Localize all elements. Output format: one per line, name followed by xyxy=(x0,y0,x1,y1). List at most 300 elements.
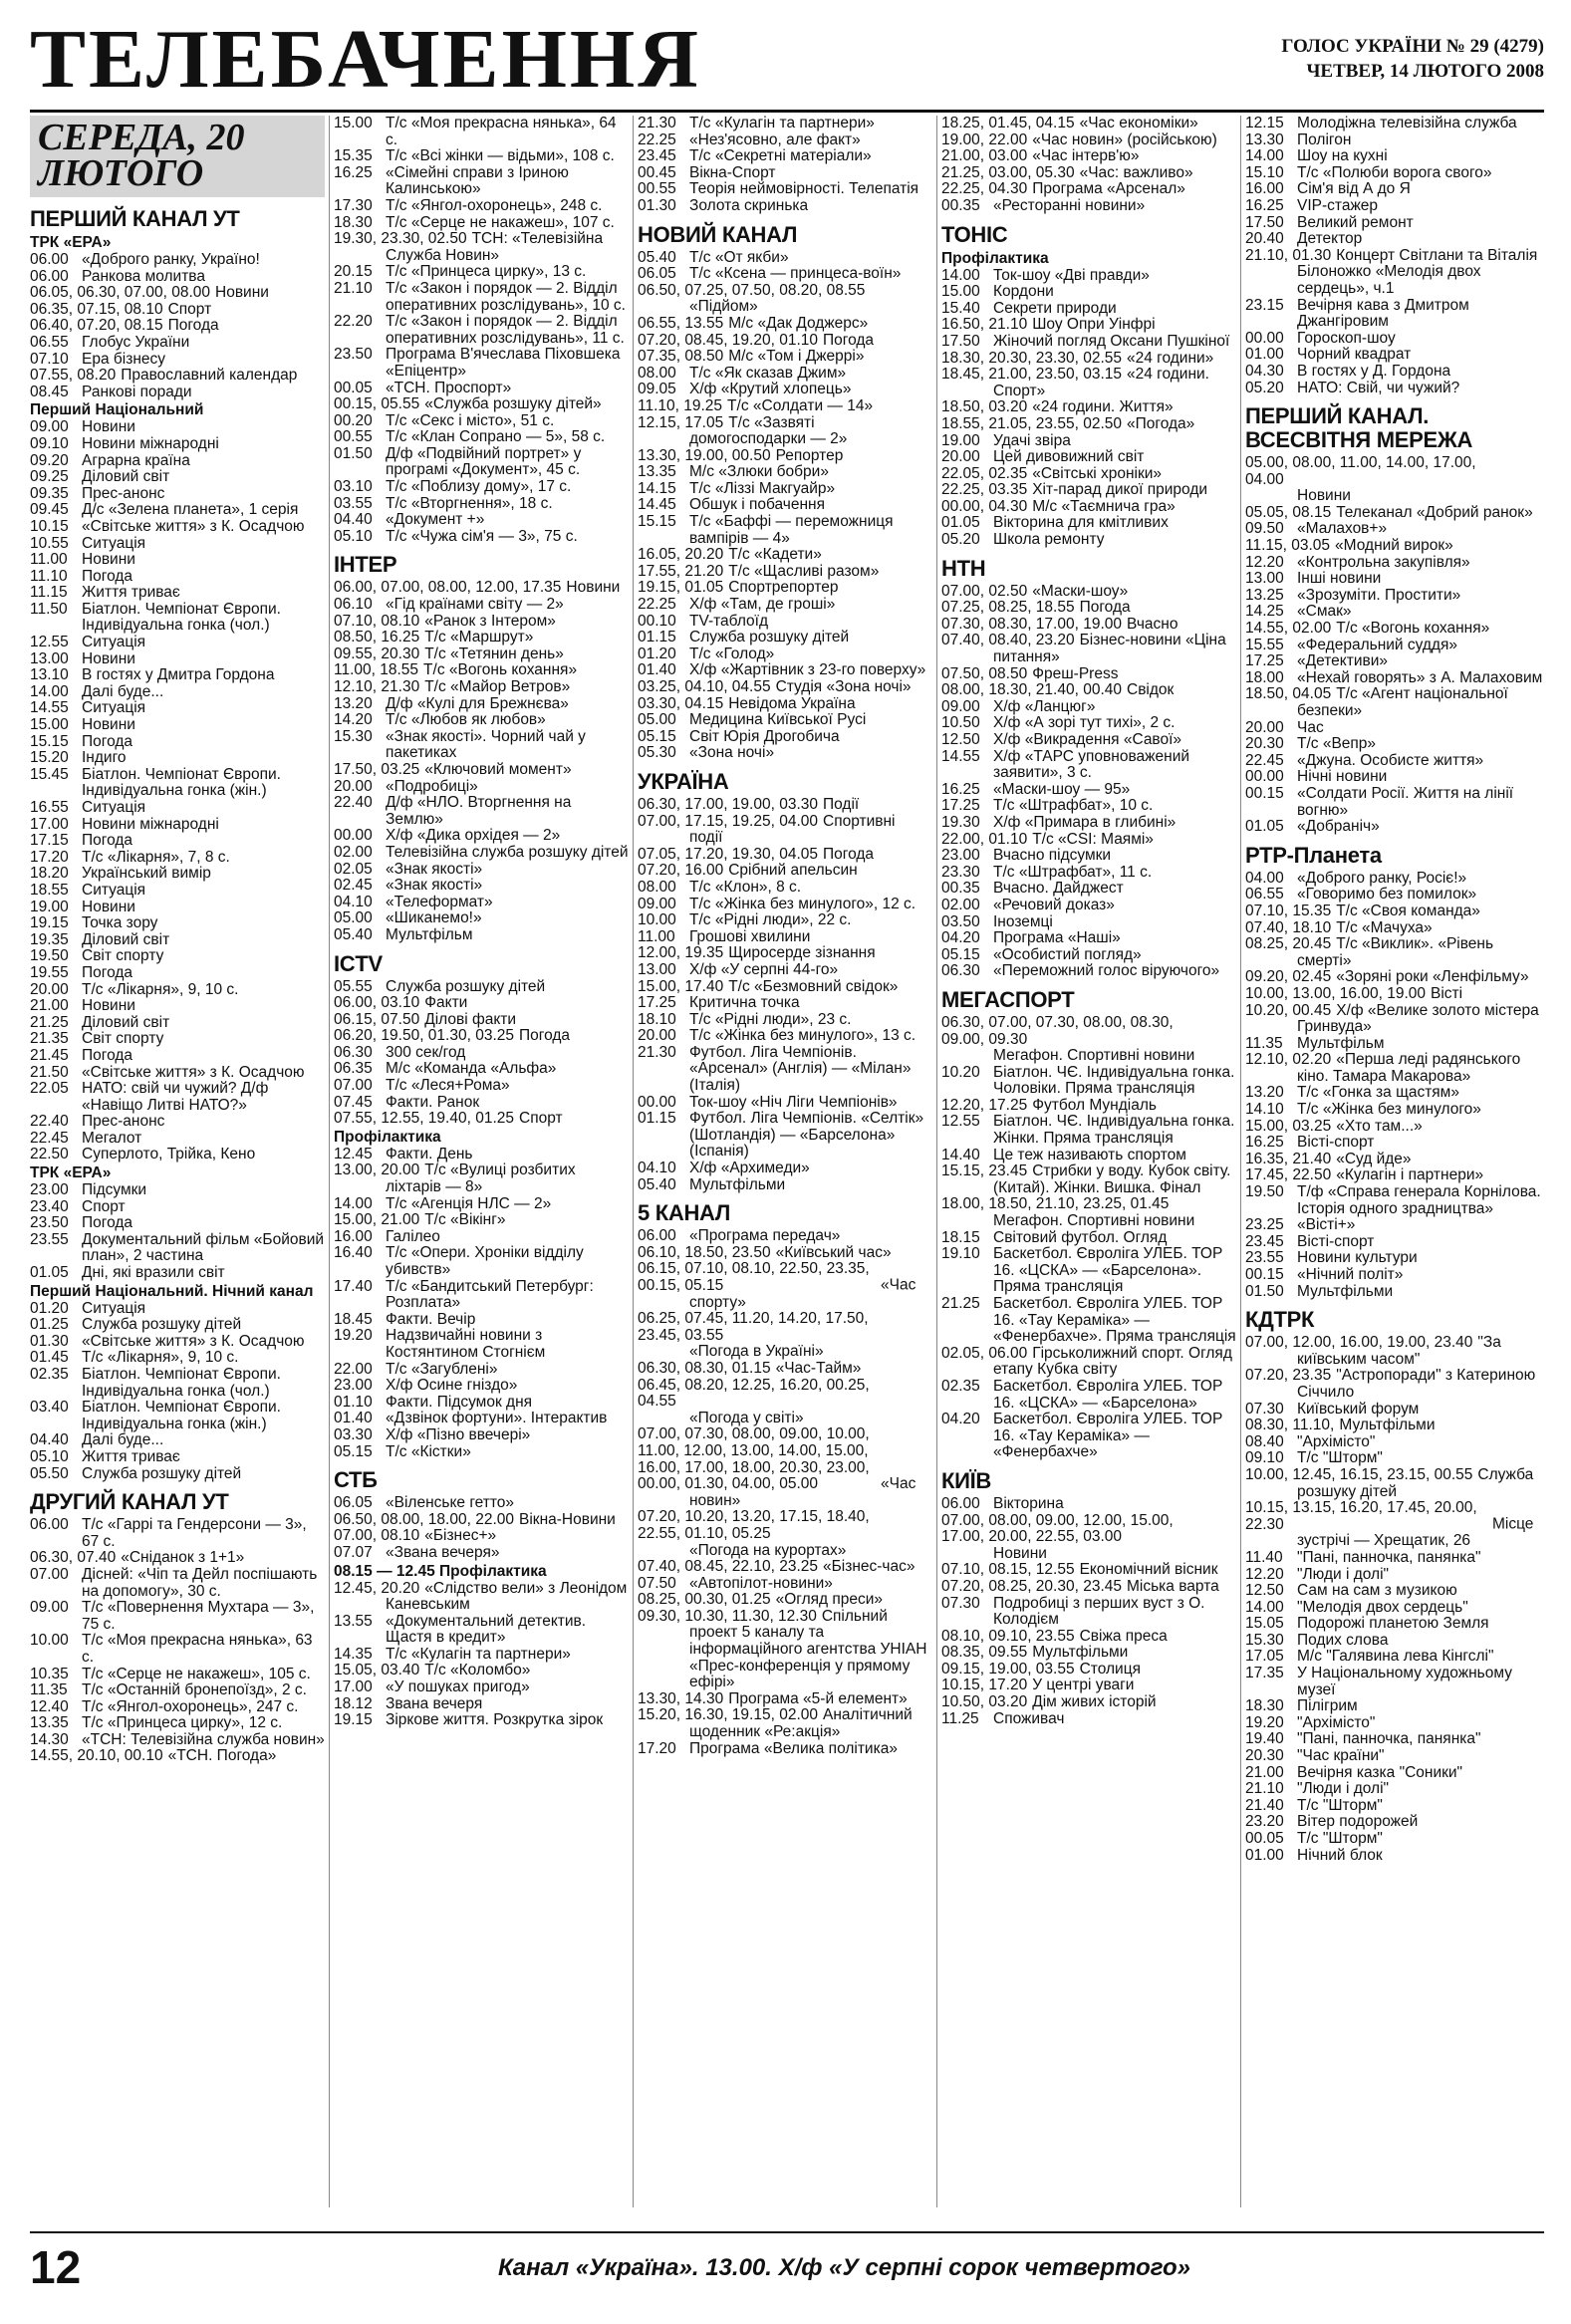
schedule-entry xyxy=(1245,1715,1544,1732)
entry-program: «Погода у світі» xyxy=(689,1409,804,1426)
schedule-entry xyxy=(638,1028,932,1045)
entry-program: Новини культури xyxy=(1297,1249,1418,1267)
schedule-entry xyxy=(1245,505,1544,522)
entry-program: Секрети природи xyxy=(993,299,1117,317)
entry-time: 23.15 xyxy=(1245,296,1284,314)
entry-time: 00.05 xyxy=(1245,1830,1284,1847)
entry-program: Новини xyxy=(993,1544,1047,1562)
entry-program: «Ключовий момент» xyxy=(424,760,572,778)
entry-time: 10.35 xyxy=(30,1665,69,1682)
entry-program: Індиго xyxy=(82,749,127,767)
schedule-entry xyxy=(1245,1831,1544,1848)
entry-time: 07.00, 07.30, 08.00, 09.00, 10.00, 11.00, 12.00, 13.00, 14.00, 15.00, 16.00, 17.00, 18.00, 20.30, 23.00, 00.00, 01.30, 04.00, 05.00 xyxy=(638,1425,870,1493)
schedule-entry xyxy=(334,381,629,397)
entry-program: Х/ф «Жартівник з 23-го поверху» xyxy=(689,661,926,679)
entry-time: 16.05, 20.20 xyxy=(638,546,724,564)
schedule-entry xyxy=(941,515,1236,532)
schedule-entry xyxy=(638,547,932,564)
entry-time: 05.15 xyxy=(941,945,980,963)
entry-program: Т/с «Вогонь кохання» xyxy=(423,661,578,679)
entry-program: Вчасно. Дайджест xyxy=(993,880,1124,898)
column-1 xyxy=(30,116,325,2207)
entry-program: «Київський час» xyxy=(775,1243,892,1261)
schedule-entry xyxy=(941,399,1236,416)
entry-program: Т/с "Шторм" xyxy=(1297,1796,1383,1814)
entry-time: 04.40 xyxy=(30,1431,69,1449)
entry-time: 06.05, 06.30, 07.00, 08.00 xyxy=(30,284,210,302)
entry-program: Баскетбол. Євроліга УЛЕБ. ТОР 16. «Тау Кераміка» — «Фенербахче» xyxy=(993,1411,1223,1461)
entry-program: Діловий світ xyxy=(82,468,170,486)
entry-time: 05.10 xyxy=(30,1447,69,1465)
entry-program: М/с «Том і Джеррі» xyxy=(728,348,865,366)
schedule-entry xyxy=(334,679,629,696)
schedule-entry xyxy=(30,651,325,668)
schedule-entry xyxy=(30,335,325,352)
entry-program: Т/с «Бандитський Петербург: Розплата» xyxy=(386,1277,594,1312)
schedule-entry xyxy=(941,633,1236,665)
schedule-entry xyxy=(941,1246,1236,1296)
entry-time: 07.30, 08.30, 17.00, 19.00 xyxy=(941,615,1122,633)
schedule-entry xyxy=(941,1694,1236,1711)
schedule-entry xyxy=(1245,1402,1544,1419)
schedule-entry xyxy=(334,413,629,430)
schedule-entry xyxy=(941,1629,1236,1646)
schedule-entry xyxy=(334,1545,629,1562)
entry-program: Іноземці xyxy=(993,912,1053,930)
channel-heading: РТР-Планета xyxy=(1245,842,1382,868)
schedule-columns xyxy=(30,116,1544,2207)
schedule-entry xyxy=(1245,1798,1544,1815)
schedule-entry xyxy=(334,1444,629,1461)
entry-program: Мультфільм xyxy=(1297,1034,1385,1052)
entry-program: Золота скринька xyxy=(689,196,809,214)
schedule-entry xyxy=(30,684,325,701)
entry-program: Т/с «Майор Ветров» xyxy=(424,678,571,695)
entry-time: 06.50, 07.25, 07.50, 08.20, 08.55 xyxy=(638,281,866,299)
entry-program: Т/с «Моя прекрасна нянька», 64 с. xyxy=(386,116,617,148)
entry-time: 15.15 xyxy=(30,732,69,750)
entry-program: «Кулагін і партнери» xyxy=(1336,1166,1484,1184)
entry-time: 19.00 xyxy=(30,898,69,915)
issue-date: ЧЕТВЕР, 14 ЛЮТОГО 2008 xyxy=(1306,61,1544,82)
column-divider xyxy=(329,116,330,2207)
entry-time: 12.45 xyxy=(334,1145,373,1162)
entry-time: 04.10 xyxy=(334,893,373,910)
entry-program: Життя триває xyxy=(82,1447,180,1465)
entry-time: 18.30, 20.30, 23.30, 02.55 xyxy=(941,349,1122,367)
entry-program: Грошові хвилини xyxy=(689,927,811,945)
column-divider xyxy=(633,116,634,2207)
channel-heading: ДРУГИЙ КАНАЛ УТ xyxy=(30,1489,229,1515)
entry-time: 14.45 xyxy=(638,496,676,514)
entry-time: 17.50 xyxy=(1245,213,1284,231)
schedule-entry xyxy=(334,198,629,215)
entry-time: 18.20 xyxy=(30,865,69,883)
channel-heading: ПЕРШИЙ КАНАЛ. ВСЕСВІТНЯ МЕРЕЖА xyxy=(1245,403,1473,453)
entry-program: Спорт xyxy=(519,1110,563,1128)
entry-time: 10.00 xyxy=(30,1632,69,1650)
entry-time: 22.25, 04.30 xyxy=(941,180,1028,198)
day-banner: СЕРЕДА, 20 ЛЮТОГО xyxy=(30,116,325,197)
schedule-entry xyxy=(1245,1600,1544,1617)
entry-program: Час xyxy=(1297,718,1324,736)
schedule-entry xyxy=(30,883,325,900)
entry-time: 07.20, 16.00 xyxy=(638,862,724,880)
column-divider xyxy=(936,116,937,2207)
schedule-entry xyxy=(1245,736,1544,753)
entry-program: Ситуація xyxy=(82,534,146,552)
entry-time: 01.25 xyxy=(30,1316,69,1334)
entry-program: «Підйом» xyxy=(689,298,758,316)
entry-program: Мегалот xyxy=(82,1129,142,1147)
entry-program: «Смак» xyxy=(1297,603,1352,621)
entry-time: 01.30 xyxy=(30,1332,69,1350)
schedule-entry xyxy=(638,1245,932,1262)
entry-time: 16.35, 21.40 xyxy=(1245,1150,1332,1167)
schedule-entry xyxy=(638,1707,932,1740)
entry-time: 15.00, 03.25 xyxy=(1245,1117,1332,1135)
schedule-entry xyxy=(30,1317,325,1334)
entry-program: Новини xyxy=(566,579,621,597)
entry-program: НАТО: Свій, чи чужий? xyxy=(1297,379,1460,396)
schedule-entry xyxy=(638,382,932,398)
entry-time: 00.00, 04.30 xyxy=(941,497,1028,515)
entry-program: Інші новини xyxy=(1297,570,1382,588)
schedule-entry xyxy=(334,1411,629,1427)
entry-program: Х/ф «Крутий хлопець» xyxy=(689,381,852,398)
entry-program: Х/ф «Дика орхідея — 2» xyxy=(386,827,561,845)
entry-program: Критична точка xyxy=(689,994,800,1012)
entry-time: 09.35 xyxy=(30,484,69,502)
schedule-entry xyxy=(941,715,1236,732)
entry-time: 15.30 xyxy=(334,727,373,745)
entry-program: Прес-анонс xyxy=(82,484,165,502)
entry-time: 06.55, 13.55 xyxy=(638,314,724,332)
entry-time: 14.00 xyxy=(334,1194,373,1212)
schedule-subheading: Перший Національний xyxy=(30,401,204,419)
schedule-entry xyxy=(30,1748,325,1765)
entry-time: 07.30 xyxy=(1245,1400,1284,1418)
entry-time: 06.00 xyxy=(638,1227,676,1245)
schedule-entry xyxy=(941,317,1236,334)
entry-time: 19.35 xyxy=(30,930,69,948)
entry-time: 11.35 xyxy=(30,1681,68,1699)
schedule-entry xyxy=(334,895,629,911)
entry-time: 00.10 xyxy=(638,612,676,630)
issue-info xyxy=(1281,34,1544,84)
entry-program: В гостях у Д. Гордона xyxy=(1297,362,1451,380)
entry-program: Дісней: «Чіп та Дейл поспішають на допомогу», 30 с. xyxy=(82,1565,318,1600)
schedule-entry xyxy=(334,1663,629,1679)
schedule-entry xyxy=(30,717,325,734)
schedule-entry xyxy=(638,1361,932,1378)
entry-program: Далі буде... xyxy=(82,682,164,700)
entry-time: 22.40 xyxy=(30,1113,69,1131)
entry-program: Т/с «Клан Сопрано — 5», 58 с. xyxy=(386,428,606,446)
schedule-entry xyxy=(941,1296,1236,1346)
entry-program: «ТСН. Погода» xyxy=(167,1747,277,1765)
schedule-entry xyxy=(334,1362,629,1379)
entry-time: 10.20 xyxy=(941,1063,980,1081)
schedule-entry xyxy=(30,1667,325,1683)
schedule-entry xyxy=(30,866,325,883)
entry-program: Новини міжнародні xyxy=(82,815,219,833)
schedule-entry xyxy=(1245,1335,1544,1368)
schedule-entry xyxy=(941,1678,1236,1694)
entry-time: 14.10 xyxy=(1245,1101,1284,1119)
entry-program: Стрибки у воду. Кубок світу. (Китай). Жінки. Вишка. Фінал xyxy=(993,1162,1231,1196)
entry-program: Т/с «Штрафбат», 10 с. xyxy=(993,797,1154,815)
entry-time: 17.25 xyxy=(638,994,676,1012)
schedule-entry xyxy=(1245,1550,1544,1567)
entry-time: 14.35 xyxy=(334,1645,373,1663)
schedule-entry xyxy=(1245,248,1544,298)
entry-time: 07.00, 12.00, 16.00, 19.00, 23.40 xyxy=(1245,1334,1473,1352)
schedule-entry xyxy=(334,1147,629,1163)
entry-time: 00.05 xyxy=(334,379,373,396)
entry-time: 09.10 xyxy=(30,434,69,452)
entry-time: 12.55 xyxy=(941,1113,980,1131)
entry-program: Т/с «Моя прекрасна нянька», 63 с. xyxy=(82,1632,313,1666)
entry-time: 07.05, 17.20, 19.30, 04.05 xyxy=(638,845,818,863)
entry-time: 15.55 xyxy=(1245,636,1284,653)
entry-program: «Бізнес+» xyxy=(424,1527,497,1545)
entry-program: Факти. Підсумок дня xyxy=(386,1393,533,1411)
entry-program: Ситуація xyxy=(82,799,146,816)
schedule-entry xyxy=(334,1427,629,1444)
entry-time: 15.20, 16.30, 19.15, 02.00 xyxy=(638,1706,818,1724)
section-title: ТЕЛЕБАЧЕННЯ xyxy=(30,13,701,106)
entry-time: 22.20 xyxy=(334,313,373,331)
entry-time: 01.00 xyxy=(1245,1846,1284,1864)
schedule-entry xyxy=(334,779,629,796)
entry-time: 13.10 xyxy=(30,666,69,684)
schedule-entry xyxy=(334,630,629,646)
schedule-entry xyxy=(1245,1649,1544,1666)
entry-program: Ера бізнесу xyxy=(82,350,165,368)
entry-time: 16.25 xyxy=(1245,1134,1284,1152)
entry-time: 14.00 xyxy=(941,266,980,284)
entry-time: 05.10 xyxy=(334,527,373,545)
entry-time: 17.30 xyxy=(334,196,373,214)
entry-time: 06.15, 07.10, 08.10, 22.50, 23.35, 00.15, 05.15 xyxy=(638,1260,870,1294)
entry-program: Школа ремонту xyxy=(993,531,1105,549)
entry-time: 07.10, 08.10 xyxy=(334,612,420,630)
entry-program: Ділові факти xyxy=(424,1010,517,1028)
entry-program: Т/с «Коломбо» xyxy=(424,1662,531,1679)
entry-time: 19.55 xyxy=(30,963,69,981)
entry-program: Біатлон. Чемпіонат Європи. Індивідуальна гонка (жін.) xyxy=(82,765,281,800)
entry-program: Свіжа преса xyxy=(1079,1627,1168,1645)
schedule-entry xyxy=(334,795,629,828)
entry-program: Спортивні події xyxy=(689,812,896,847)
entry-program: Т/с "Шторм" xyxy=(1297,1449,1383,1467)
entry-program: Служба розшуку дітей xyxy=(386,977,546,995)
entry-program: Погода xyxy=(82,832,133,850)
entry-program: Аналітичний щоденник «Ре:акція» xyxy=(689,1706,913,1741)
entry-time: 23.40 xyxy=(30,1197,69,1215)
entry-program: Баскетбол. Євроліга УЛЕБ. ТОР 16. «ЦСКА» — «Барселона» xyxy=(993,1377,1223,1412)
entry-program: Спорт xyxy=(167,300,212,318)
entry-time: 02.05 xyxy=(334,860,373,878)
entry-time: 22.25 xyxy=(638,596,676,614)
entry-program: Телеканал «Добрий ранок» xyxy=(1336,503,1533,521)
entry-time: 06.55 xyxy=(1245,886,1284,904)
schedule-entry xyxy=(1245,521,1544,538)
schedule-entry xyxy=(638,1576,932,1593)
schedule-entry xyxy=(334,1212,629,1229)
entry-time: 02.00 xyxy=(334,843,373,861)
schedule-entry xyxy=(30,998,325,1015)
schedule-entry xyxy=(941,1346,1236,1379)
schedule-entry xyxy=(941,682,1236,699)
entry-time: 05.30 xyxy=(638,744,676,762)
schedule-entry xyxy=(941,198,1236,215)
schedule-entry xyxy=(941,881,1236,898)
schedule-entry xyxy=(30,1048,325,1065)
entry-program: Х/ф «Там, де гроші» xyxy=(689,596,836,614)
schedule-entry xyxy=(334,479,629,496)
schedule-entry xyxy=(1245,1500,1544,1550)
entry-program: Програма «Арсенал» xyxy=(1032,180,1185,198)
entry-time: 19.30 xyxy=(941,813,980,831)
entry-time: 09.20, 02.45 xyxy=(1245,968,1332,986)
entry-time: 18.15 xyxy=(941,1228,980,1246)
entry-time: 00.55 xyxy=(638,180,676,198)
entry-time: 10.00 xyxy=(638,911,676,929)
entry-time: 03.55 xyxy=(334,494,373,512)
entry-program: Вісті-спорт xyxy=(1297,1134,1375,1152)
schedule-entry xyxy=(941,1230,1236,1247)
entry-time: 13.30, 14.30 xyxy=(638,1689,724,1707)
entry-time: 14.00 xyxy=(1245,1598,1284,1616)
entry-program: Т/с «Вторгнення», 18 с. xyxy=(386,494,553,512)
entry-program: Біатлон. ЧЄ. Індивідуальна гонка. Чоловіки. Пряма трансляція xyxy=(993,1063,1235,1098)
schedule-entry xyxy=(941,782,1236,799)
entry-time: 03.25, 04.10, 04.55 xyxy=(638,678,771,695)
schedule-entry xyxy=(30,667,325,684)
entry-time: 07.25, 08.25, 18.55 xyxy=(941,599,1075,617)
entry-time: 15.00 xyxy=(941,283,980,301)
schedule-entry xyxy=(941,482,1236,499)
entry-program: «Ресторанні новини» xyxy=(993,196,1146,214)
schedule-entry xyxy=(941,165,1236,182)
entry-time: 18.25, 01.45, 04.15 xyxy=(941,116,1075,131)
entry-program: Служба розшуку дітей xyxy=(82,1316,242,1334)
entry-time: 17.00 xyxy=(30,815,69,833)
entry-time: 20.40 xyxy=(1245,230,1284,248)
entry-time: 12.45, 20.20 xyxy=(334,1579,420,1597)
entry-time: 06.05 xyxy=(638,265,676,283)
entry-program: Новини xyxy=(215,284,269,302)
schedule-entry xyxy=(334,1679,629,1696)
schedule-entry xyxy=(941,584,1236,601)
entry-time: 00.55 xyxy=(334,428,373,446)
channel-heading: НОВИЙ КАНАЛ xyxy=(638,221,798,247)
entry-program: Спорт xyxy=(82,1197,126,1215)
schedule-entry xyxy=(1245,819,1544,836)
entry-time: 15.00 xyxy=(334,116,373,131)
entry-time: 13.30 xyxy=(1245,130,1284,148)
entry-time: 20.00 xyxy=(30,980,69,998)
schedule-entry xyxy=(30,1400,325,1432)
entry-program: Т/с «Лікарня», 9, 10 с. xyxy=(82,980,239,998)
entry-program: «Час: важливо» xyxy=(1079,163,1193,181)
entry-time: 20.15 xyxy=(334,263,373,281)
schedule-entry xyxy=(1245,1765,1544,1782)
entry-time: 01.40 xyxy=(334,1410,373,1427)
entry-time: 10.15, 13.15, 16.20, 17.45, 20.00, 22.30 xyxy=(1245,1499,1477,1533)
page-number: 12 xyxy=(30,2241,82,2293)
entry-time: 19.00 xyxy=(941,431,980,449)
entry-program: Київський форум xyxy=(1297,1400,1420,1418)
entry-program: Подробиці з перших вуст з О. Колодієм xyxy=(993,1594,1205,1629)
entry-time: 14.20 xyxy=(334,711,373,729)
entry-time: 13.00 xyxy=(1245,570,1284,588)
schedule-entry xyxy=(334,1162,629,1195)
entry-time: 06.00 xyxy=(30,1516,69,1534)
entry-time: 22.40 xyxy=(334,794,373,812)
entry-program: Т/с «Своя команда» xyxy=(1336,902,1480,919)
schedule-entry xyxy=(638,415,932,448)
schedule-entry xyxy=(334,1078,629,1095)
entry-time: 16.00 xyxy=(334,1227,373,1245)
entry-program: «Гід країнами світу — 2» xyxy=(386,596,564,614)
entry-time: 11.15, 03.05 xyxy=(1245,537,1331,555)
entry-program: Концерт Світлани та Віталія Білоножко «Мелодія двох сердець», ч.1 xyxy=(1297,246,1538,297)
schedule-entry xyxy=(1245,331,1544,348)
entry-program: «Час новин» (російською) xyxy=(1032,130,1217,148)
entry-program: Фреш-Press xyxy=(1032,664,1119,682)
schedule-entry xyxy=(334,1229,629,1246)
entry-time: 00.00 xyxy=(334,827,373,845)
entry-time: 12.40 xyxy=(30,1697,69,1715)
entry-program: Події xyxy=(823,795,860,813)
entry-time: 06.00 xyxy=(30,251,69,268)
schedule-entry xyxy=(638,597,932,614)
entry-program: Служба розшуку дітей xyxy=(82,1464,242,1482)
schedule-entry xyxy=(334,1647,629,1664)
entry-time: 21.30 xyxy=(638,1043,676,1061)
entry-time: 00.15 xyxy=(1245,784,1284,802)
entry-time: 00.00 xyxy=(638,1093,676,1111)
entry-program: Т/с «Рідні люди», 22 с. xyxy=(689,911,852,929)
entry-program: Аграрна країна xyxy=(82,451,190,469)
schedule-entry xyxy=(941,749,1236,782)
schedule-entry xyxy=(30,1732,325,1749)
footer-promo: Канал «Україна». 13.00. Х/ф «У серпні сорок четвертого» xyxy=(498,2254,1190,2281)
entry-program: «Документальний детектив. Щастя в кредит» xyxy=(386,1612,587,1647)
entry-program: Щиросерде зізнання xyxy=(728,944,876,962)
schedule-entry xyxy=(1245,571,1544,588)
entry-time: 09.15, 19.00, 03.55 xyxy=(941,1660,1075,1678)
entry-program: "Час країни" xyxy=(1297,1747,1385,1765)
schedule-entry xyxy=(941,132,1236,149)
schedule-entry xyxy=(30,453,325,470)
schedule-entry xyxy=(1245,1217,1544,1234)
entry-time: 21.25 xyxy=(30,1013,69,1031)
entry-time: 10.15 xyxy=(30,517,69,535)
entry-time: 22.45 xyxy=(30,1129,69,1147)
entry-time: 17.45, 22.50 xyxy=(1245,1166,1332,1184)
entry-time: 15.05 xyxy=(1245,1615,1284,1633)
entry-program: Т/с «Полюби ворога свого» xyxy=(1297,163,1492,181)
schedule-entry xyxy=(1245,969,1544,986)
entry-program: Світовий футбол. Огляд xyxy=(993,1228,1168,1246)
schedule-entry xyxy=(334,1012,629,1029)
entry-program: «Бізнес-час» xyxy=(823,1558,916,1576)
entry-program: «Слідство вели» з Леонідом Каневським xyxy=(386,1579,628,1614)
